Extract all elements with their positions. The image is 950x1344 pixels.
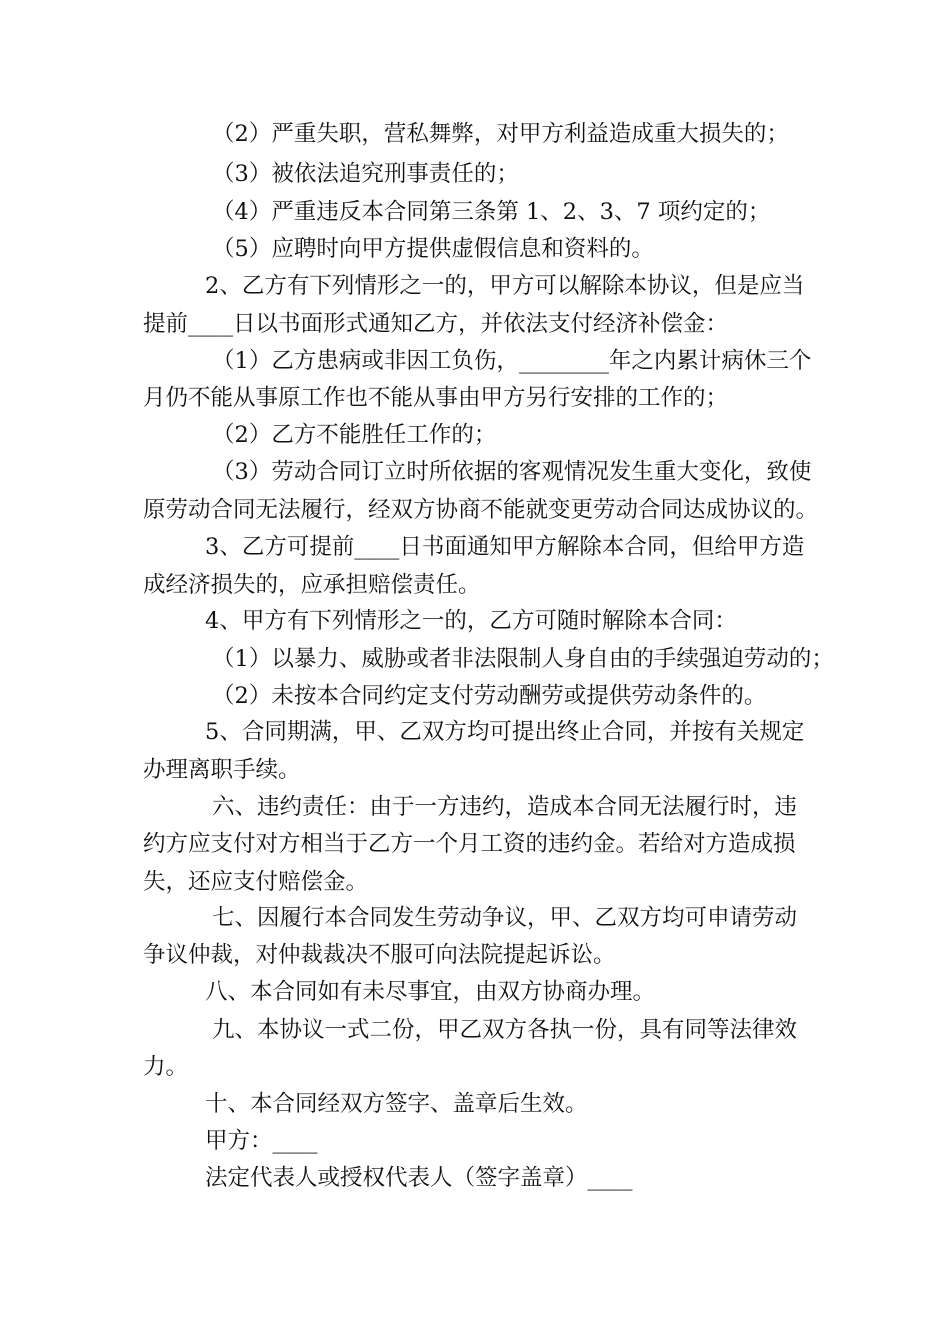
signature-representative: 法定代表人或授权代表人（签字盖章）____ [205,1165,633,1191]
text-line: 3、乙方可提前____日书面通知甲方解除本合同，但给甲方造 [205,534,805,560]
text-line: （2）未按本合同约定支付劳动酬劳或提供劳动条件的。 [212,683,767,709]
text-line: 力。 [143,1054,189,1080]
text-line: 提前____日以书面形式通知乙方，并依法支付经济补偿金： [143,311,729,337]
text-line: 4、甲方有下列情形之一的，乙方可随时解除本合同： [205,608,737,634]
text-line: （2）乙方不能胜任工作的； [212,422,497,448]
text-line: （3）劳动合同订立时所依据的客观情况发生重大变化，致使 [212,459,812,485]
text-line: 失，还应支付赔偿金。 [143,869,369,895]
text-line: （2）严重失职，营私舞弊，对甲方利益造成重大损失的； [212,121,789,147]
text-line: （1）以暴力、威胁或者非法限制人身自由的手续强迫劳动的； [212,646,834,672]
text-line: 八、本合同如有未尽事宜，由双方协商办理。 [205,979,656,1005]
text-line: 十、本合同经双方签字、盖章后生效。 [205,1091,588,1117]
text-line: 2、乙方有下列情形之一的，甲方可以解除本协议，但是应当 [205,273,805,299]
text-line: （1）乙方患病或非因工负伤，________年之内累计病休三个 [212,348,812,374]
text-line: 成经济损失的，应承担赔偿责任。 [143,572,481,598]
text-line: （5）应聘时向甲方提供虚假信息和资料的。 [212,236,654,262]
text-line: 六、违约责任：由于一方违约，造成本合同无法履行时，违 [212,794,798,820]
text-line: 九、本协议一式二份，甲乙双方各执一份，具有同等法律效 [212,1017,798,1043]
text-line: 争议仲裁，对仲裁裁决不服可向法院提起诉讼。 [143,942,616,968]
text-line: 办理离职手续。 [143,757,301,783]
text-line: 原劳动合同无法履行，经双方协商不能就变更劳动合同达成协议的。 [143,497,819,523]
text-line: 七、因履行本合同发生劳动争议，甲、乙双方均可申请劳动 [212,905,798,931]
text-line: 约方应支付对方相当于乙方一个月工资的违约金。若给对方造成损 [143,831,796,857]
signature-party-a: 甲方：____ [205,1128,318,1154]
text-line: （3）被依法追究刑事责任的； [212,161,519,187]
text-line: 5、合同期满，甲、乙双方均可提出终止合同，并按有关规定 [205,719,805,745]
text-line: 月仍不能从事原工作也不能从事由甲方另行安排的工作的； [143,385,729,411]
text-line: （4）严重违反本合同第三条第 1、2、3、7 项约定的； [212,199,771,225]
